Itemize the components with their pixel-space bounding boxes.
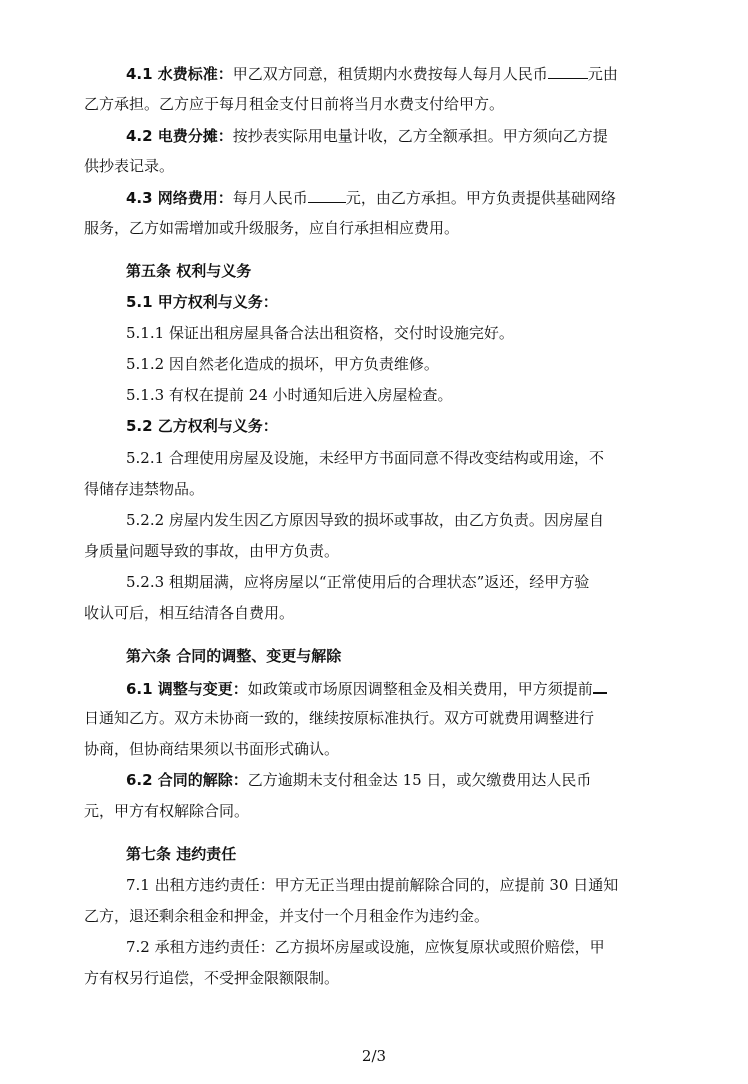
clause-5-2-2-line-1: 5.2.2 房屋内发生因乙方原因导致的损坏或事故，由乙方负责。因房屋自: [126, 511, 604, 529]
clause-7-2-line-2: 方有权另行追偿，不受押金限额限制。: [84, 969, 340, 987]
clause-6-1-line-3: 协商，但协商结果须以书面形式确认。: [84, 740, 340, 758]
clause-5-1-1: 5.1.1 保证出租房屋具备合法出租资格，交付时设施完好。: [126, 324, 514, 342]
clause-5-1-3: 5.1.3 有权在提前 24 小时通知后进入房屋检查。: [126, 386, 453, 404]
clause-7-2-line-1: 7.2 承租方违约责任：乙方损坏房屋或设施，应恢复原状或照价赔偿，甲: [126, 938, 605, 956]
blank-field: [593, 677, 607, 694]
clause-6-1-line-2: 日通知乙方。双方未协商一致的，继续按原标准执行。双方可就费用调整进行: [84, 709, 595, 727]
clause-5-1-2: 5.1.2 因自然老化造成的损坏，甲方负责维修。: [126, 355, 439, 373]
clause-4-1-line-1: 4.1 水费标准：甲乙双方同意，租赁期内水费按每人每月人民币 元由: [126, 65, 618, 83]
section-6-heading: 第六条 合同的调整、变更与解除: [126, 647, 342, 665]
clause-4-2-line-1: 4.2 电费分摊：按抄表实际用电量计收，乙方全额承担。甲方须向乙方提: [126, 127, 608, 145]
clause-6-1-label: 6.1 调整与变更：: [126, 680, 248, 698]
page-number: 2/3: [361, 1047, 387, 1065]
section-7-heading: 第七条 违约责任: [126, 845, 237, 863]
clause-6-2-line-2: 元，甲方有权解除合同。: [84, 802, 250, 820]
clause-4-3-label: 4.3 网络费用：: [126, 189, 233, 207]
clause-5-2-1-line-1: 5.2.1 合理使用房屋及设施，未经甲方书面同意不得改变结构或用途，不: [126, 449, 604, 467]
clause-7-1-line-2: 乙方，退还剩余租金和押金，并支付一个月租金作为违约金。: [84, 907, 490, 925]
clause-5-2-2-line-2: 身质量问题导致的事故，由甲方负责。: [84, 542, 340, 560]
clause-6-2-label: 6.2 合同的解除：: [126, 771, 248, 789]
clause-4-1-line-2: 乙方承担。乙方应于每月租金支付日前将当月水费支付给甲方。: [84, 95, 505, 113]
clause-4-2-line-2: 供抄表记录。: [84, 157, 175, 175]
clause-6-1-line-1: 6.1 调整与变更：如政策或市场原因调整租金及相关费用，甲方须提前: [126, 677, 607, 699]
blank-field: [308, 187, 346, 203]
blank-field: [548, 63, 588, 79]
clause-4-3-line-1: 4.3 网络费用：每月人民币 元，由乙方承担。甲方负责提供基础网络: [126, 189, 616, 207]
clause-5-2-3-line-1: 5.2.3 租期届满，应将房屋以“正常使用后的合理状态”返还，经甲方验: [126, 573, 590, 591]
clause-5-2: 5.2 乙方权利与义务：: [126, 417, 278, 435]
section-5-heading: 第五条 权利与义务: [126, 262, 252, 280]
clause-4-1-label: 4.1 水费标准：: [126, 65, 233, 83]
clause-5-2-3-line-2: 收认可后，相互结清各自费用。: [84, 604, 295, 622]
clause-4-2-label: 4.2 电费分摊：: [126, 127, 233, 145]
clause-6-2-line-1: 6.2 合同的解除：乙方逾期未支付租金达 15 日，或欠缴费用达人民币: [126, 771, 592, 789]
clause-5-1: 5.1 甲方权利与义务：: [126, 293, 278, 311]
clause-5-2-1-line-2: 得储存违禁物品。: [84, 480, 205, 498]
clause-7-1-line-1: 7.1 出租方违约责任：甲方无正当理由提前解除合同的，应提前 30 日通知: [126, 876, 619, 894]
clause-4-3-line-2: 服务，乙方如需增加或升级服务，应自行承担相应费用。: [84, 219, 460, 237]
